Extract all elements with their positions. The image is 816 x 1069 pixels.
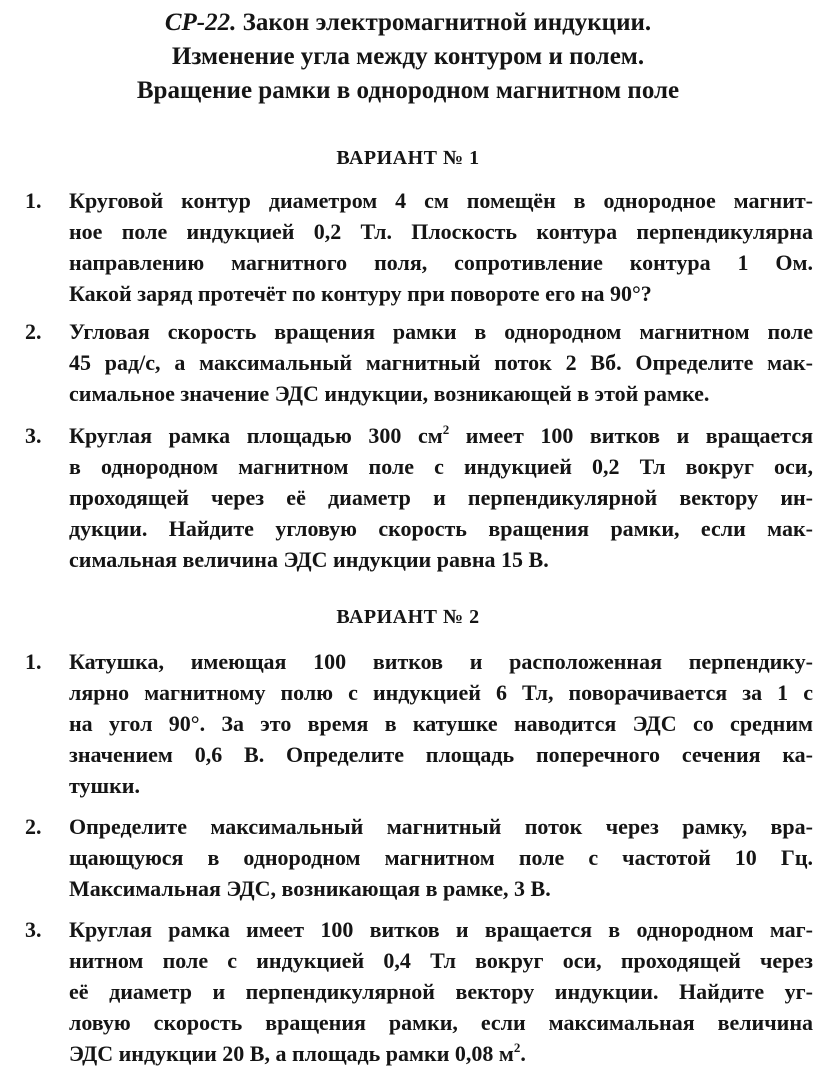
task-number: 1. [25,188,42,213]
task-line: Угловая скорость вращения рамки в однородном магнитном поле [69,319,813,344]
title-topic: Закон электромагнитной индукции. [242,9,652,36]
task-line: Круглая рамка имеет 100 витков и вращается в однородном маг- [69,917,813,942]
task-text [69,646,813,801]
task-line: направлению магнитного поля, сопротивление контура 1 Ом. [69,250,813,275]
task-line [69,420,813,451]
task-number: 3. [25,423,42,448]
task-line: ловую скорость вращения рамки, если максимальная величина [69,1010,813,1035]
task-number: 1. [25,649,42,674]
task-line: на угол 90°. За это время в катушке наводится ЭДС со средним [69,711,813,736]
task-line: проходящей через её диаметр и перпендикулярной вектору ин- [69,485,813,510]
task-line: Какой заряд протечёт по контуру при повороте его на 90°? [69,281,652,306]
task-line-part: имеет 100 витков и вращается [449,423,814,448]
task-line: 45 рад/с, а максимальный магнитный поток 2 Вб. Определите мак- [69,350,813,375]
worksheet-title [0,6,816,108]
task-number: 2. [25,814,42,839]
task-line: ное поле индукцией 0,2 Тл. Плоскость контура перпендикулярна [69,219,813,244]
task-number: 3. [25,917,42,942]
task-line: Максимальная ЭДС, возникающая в рамке, 3 В. [69,876,551,901]
title-line-3: Вращение рамки в однородном магнитном поле [136,77,680,104]
task-line: симальное значение ЭДС индукции, возникающей в этой рамке. [69,381,710,406]
variant-1-heading: ВАРИАНТ № 1 [336,147,480,169]
superscript: 2 [513,1040,521,1055]
task-line: в однородном магнитном поле с индукцией 0,2 Тл вокруг оси, [69,454,813,479]
task-line-part: Круглая рамка площадью 300 см [69,423,443,448]
task-line-part: . [520,1041,526,1066]
title-line-2: Изменение угла между контуром и полем. [171,43,645,70]
variant-2-heading: ВАРИАНТ № 2 [336,606,480,628]
task-line: её диаметр и перпендикулярной вектору индукции. Найдите уг- [69,979,813,1004]
task-line: щающуюся в однородном магнитном поле с частотой 10 Гц. [69,845,813,870]
task-line: тушки. [69,773,140,798]
superscript: 2 [442,422,450,437]
task-text [69,914,813,1069]
task-text [69,420,813,575]
task-line: дукции. Найдите угловую скорость вращения рамки, если мак- [69,516,813,541]
task-text [69,185,813,309]
task-line-part: ЭДС индукции 20 В, а площадь рамки 0,08 м [69,1041,514,1066]
task-line: симальная величина ЭДС индукции равна 15 В. [69,547,549,572]
task-line: лярно магнитному полю с индукцией 6 Тл, поворачивается за 1 с [69,680,813,705]
task-line [69,1038,813,1069]
task-line: Круговой контур диаметром 4 см помещён в однородное магнит- [69,188,813,213]
task-text [69,316,813,409]
task-line: значением 0,6 В. Определите площадь поперечного сечения ка- [69,742,813,767]
task-text [69,811,813,904]
task-line: нитном поле с индукцией 0,4 Тл вокруг оси, проходящей через [69,948,813,973]
title-line-1 [0,6,816,40]
task-number: 2. [25,319,42,344]
task-line: Определите максимальный магнитный поток через рамку, вра- [69,814,813,839]
task-line: Катушка, имеющая 100 витков и расположенная перпендику- [69,649,813,674]
worksheet-code: СР-22. [164,9,237,36]
